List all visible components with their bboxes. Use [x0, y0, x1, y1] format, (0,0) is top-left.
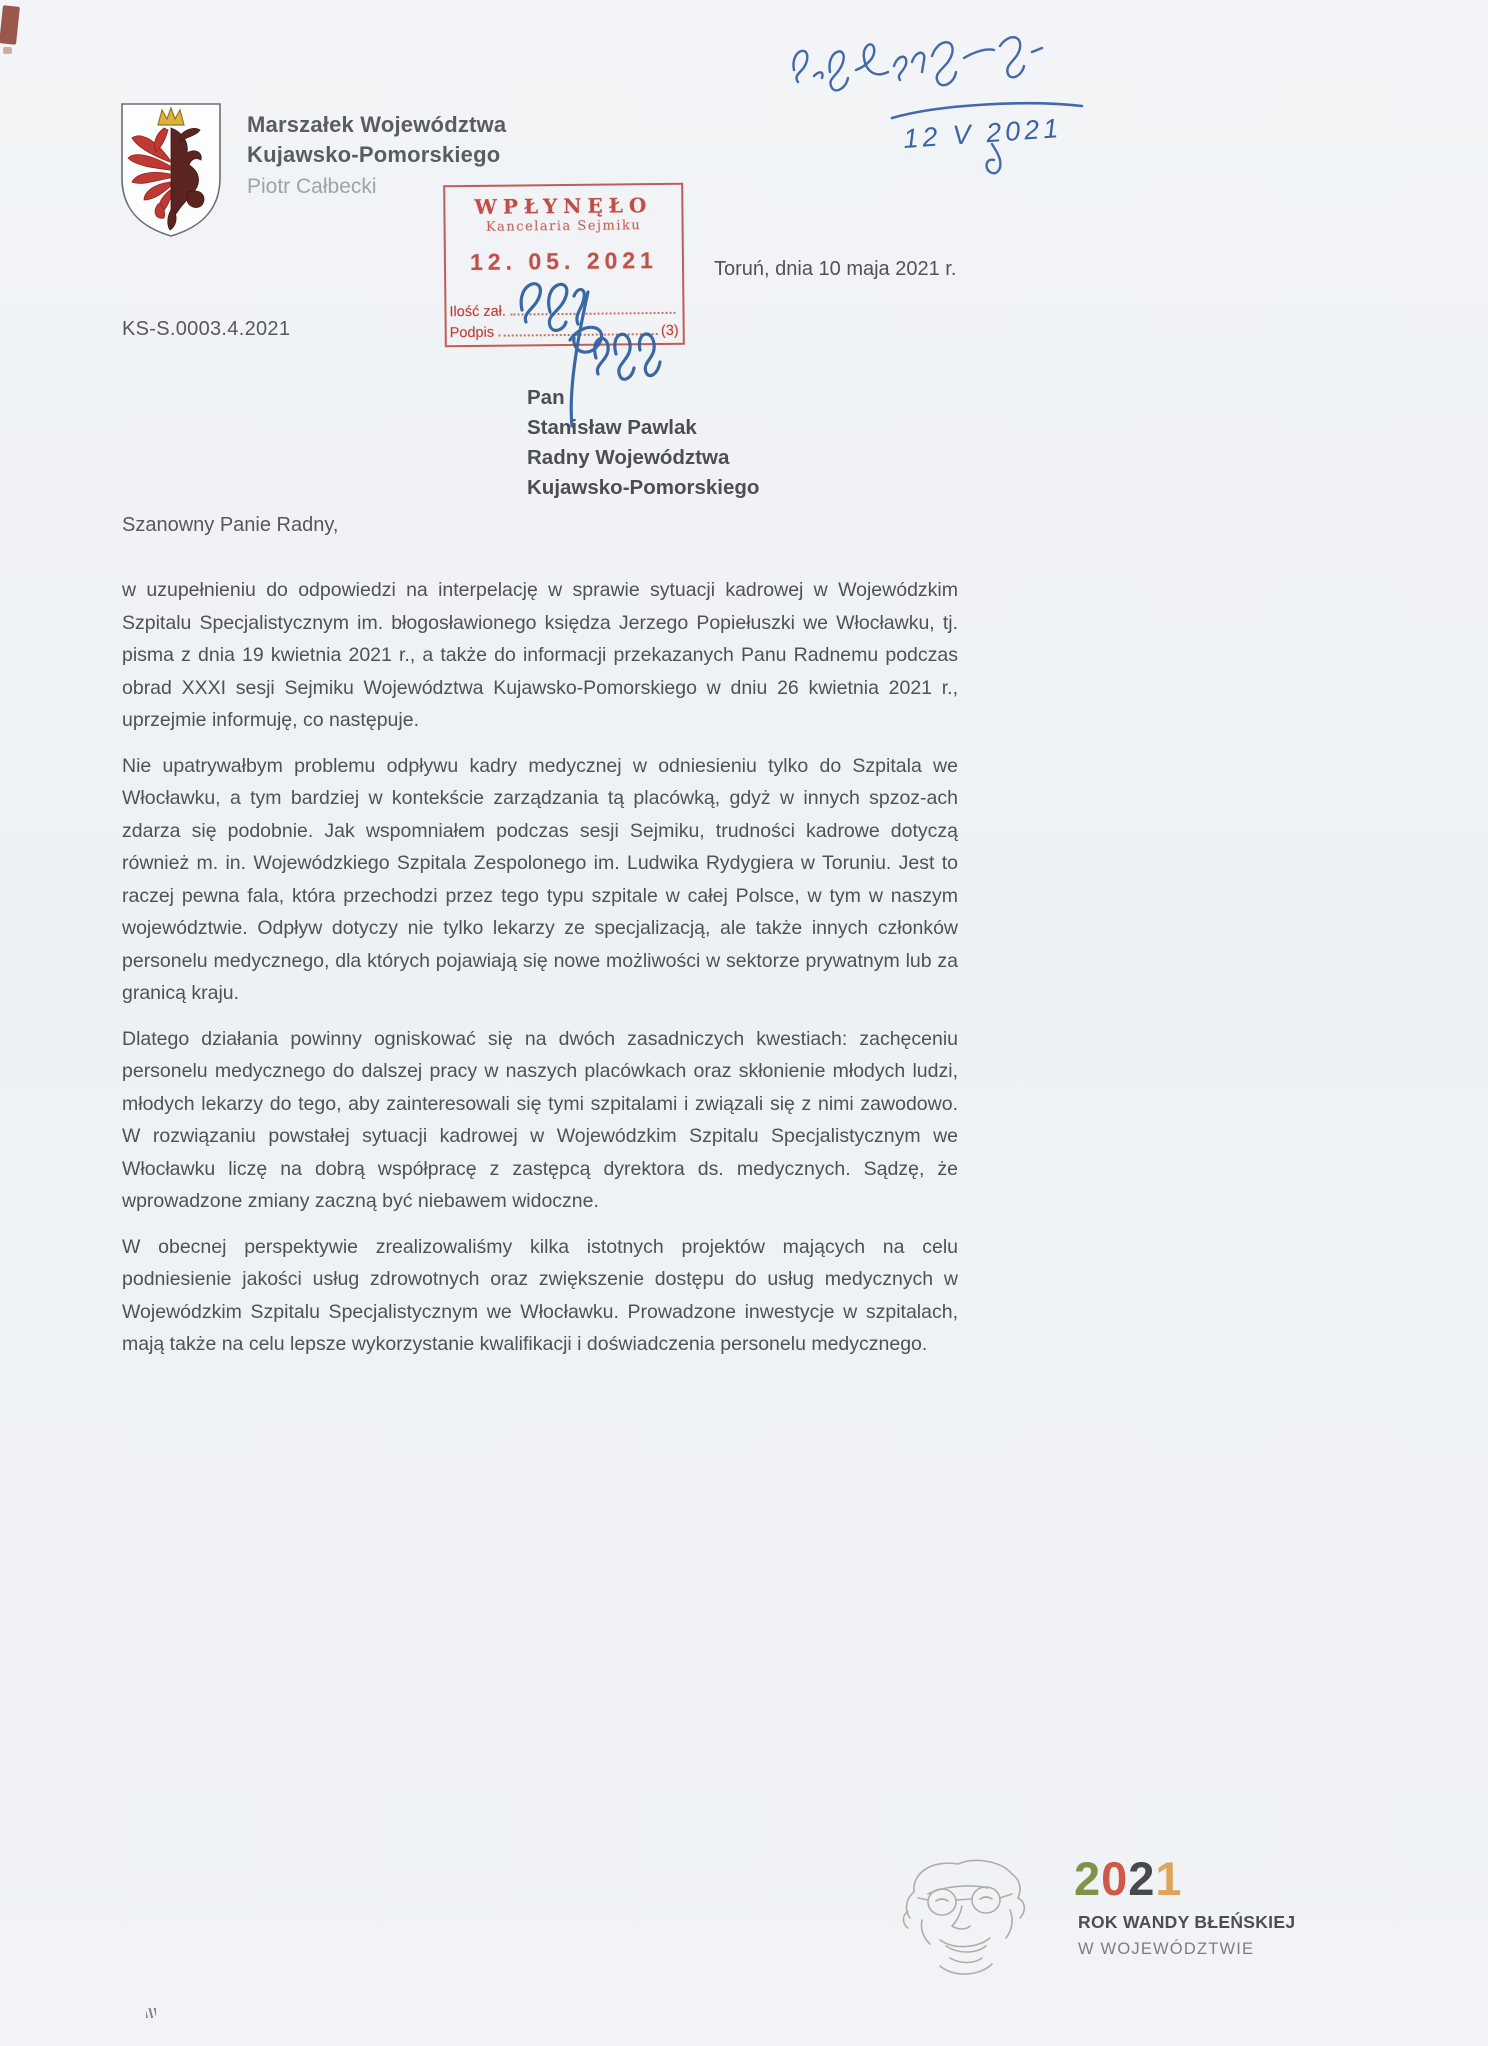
- year-digit: 0: [1101, 1852, 1129, 1905]
- paragraph-4: W obecnej perspektywie zrealizowaliśmy kilka istotnych projektów mających na celu podniesienie jakości usług zdrowotnych oraz zwiększenie dostępu do usług medycznych w Wojewódzkim Szpitalu Specjalistycznym we Włocławku. Prowadzone inwestycje w szpitalach, mają także na celu lepsze wykorzystanie kwalifikacji i doświadczenia personelu medycznego.: [122, 1235, 958, 1355]
- stamp-title: WPŁYNĘŁO: [474, 193, 653, 219]
- handwritten-annotation: [780, 26, 1096, 182]
- scan-artifact: [146, 2008, 156, 2018]
- handwritten-signature: [492, 266, 676, 438]
- year-logo: [1074, 1854, 1183, 1904]
- year-digit: 1: [1155, 1852, 1183, 1905]
- org-name-line2: Kujawsko-Pomorskiego: [247, 142, 501, 167]
- paragraph-3: Dlatego działania powinny ogniskować się na dwóch zasadniczych kwestiach: zachęceniu personelu medycznego do dalszej pracy w naszych placówkach oraz skłonienie młodych ludzi, młodych lekarzy do tego, aby zainteresowali się tymi szpitalami i związali się z nimi zawodowo. W rozwiązaniu powstałej sytuacji kadrowej w Wojewódzkim Szpitalu Specjalistycznym we Włocławku liczę na dobrą współpracę z zastępcą dyrektora ds. medycznych. Sądzę, że wprowadzone zmiany zaczną być niebawem widoczne.: [122, 1027, 958, 1212]
- stamp-date: 12. 05. 2021: [469, 247, 659, 275]
- scan-artifact: [0, 5, 20, 45]
- stamp-signature-suffix: (3): [660, 322, 679, 339]
- marshal-name: Piotr Całbecki: [247, 175, 377, 198]
- year-digit: 2: [1128, 1852, 1156, 1905]
- org-name-line1: Marszałek Województwa: [247, 112, 507, 137]
- recipient-line: Pan: [527, 386, 565, 409]
- footer-campaign-subtitle: W WOJEWÓDZTWIE: [1078, 1940, 1255, 1958]
- stamp-attachments-label: Ilość zał.: [449, 303, 506, 321]
- place-date-line: Toruń, dnia 10 maja 2021 r.: [714, 258, 957, 280]
- crown-icon: [158, 108, 184, 125]
- paragraph-2: Nie upatrywałbym problemu odpływu kadry medycznej w odniesieniu tylko do Szpitala we Włocławku, a tym bardziej w kontekście zarządzania tą placówką, gdyż w innych spzoz-ach zdarza się podobnie. Jak wspomniałem podczas sesji Sejmiku, trudności kadrowe dotyczą również m. in. Wojewódzkiego Szpitala Zespolonego im. Ludwika Rydygiera w Toruniu. Jest to raczej pewna fala, która przechodzi przez tego typu szpitale w całej Polsce, w tym w naszym województwie. Odpływ dotyczy nie tylko lekarzy ze specjalizacją, ale także innych członków personelu medycznego, dla których pojawiają się nowe możliwości w sektorze prywatnym lub za granicą kraju.: [122, 754, 958, 1004]
- paragraph-1: w uzupełnieniu do odpowiedzi na interpelację w sprawie sytuacji kadrowej w Wojewódzkim Szpitalu Specjalistycznym im. błogosławionego księdza Jerzego Popiełuszki we Włocławku, tj. pisma z dnia 19 kwietnia 2021 r., a także do informacji przekazanych Panu Radnemu podczas obrad XXXI sesji Sejmiku Województwa Kujawsko-Pomorskiego w dniu 26 kwietnia 2021 r., uprzejmie informuję, co następuje.: [122, 579, 958, 731]
- handwritten-date: 12 V 2021: [902, 112, 1064, 154]
- footer-campaign-title: ROK WANDY BŁEŃSKIEJ: [1078, 1912, 1296, 1932]
- salutation: Szanowny Panie Radny,: [122, 514, 339, 536]
- recipient-title-line1: Radny Województwa: [527, 446, 730, 469]
- letter-body: [122, 574, 958, 1374]
- stamp-office: Kancelaria Sejmiku: [485, 218, 642, 235]
- recipient-name: Stanisław Pawlak: [527, 416, 697, 439]
- reference-number: KS-S.0003.4.2021: [122, 318, 291, 340]
- portrait-sketch-icon: [884, 1854, 1056, 1986]
- scan-artifact: [3, 47, 12, 54]
- year-digit: 2: [1074, 1852, 1102, 1905]
- stamp-signature-label: Podpis: [449, 324, 495, 342]
- recipient-title-line2: Kujawsko-Pomorskiego: [527, 476, 760, 499]
- coat-of-arms-kujawsko-pomorskie: [114, 98, 228, 240]
